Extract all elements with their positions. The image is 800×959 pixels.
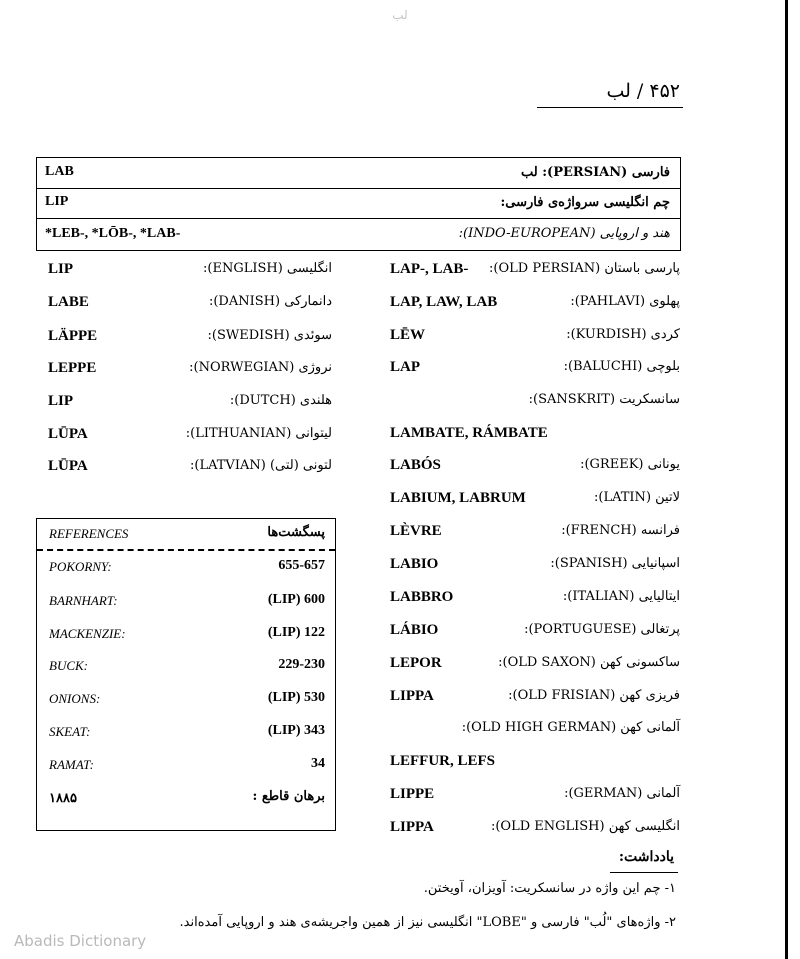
entry-language: اسپانیایی (SPANISH): bbox=[550, 556, 680, 571]
entry-language: دانمارکی (DANISH): bbox=[208, 294, 332, 309]
entry-word: LAMBATE, RÁMBATE bbox=[390, 425, 548, 441]
head-label: چم انگلیسی سرواژه‌ی فارسی: bbox=[500, 195, 670, 210]
entry-language: پارسی باستان (OLD PERSIAN): bbox=[489, 261, 680, 276]
entry-word: LIPPA bbox=[390, 819, 434, 835]
entry-language: ساکسونی کهن (OLD SAXON): bbox=[498, 655, 680, 670]
entry-word: LAP, LAW, LAB bbox=[390, 294, 498, 310]
entry-word: LÁBIO bbox=[390, 622, 439, 638]
head-label: فارسی (PERSIAN): لب bbox=[521, 165, 670, 180]
head-word: LAB bbox=[45, 164, 74, 179]
entry-word: LIPPE bbox=[390, 786, 435, 802]
entry-language: لیتوانی (LITHUANIAN): bbox=[185, 426, 332, 441]
entry-language: سانسکریت (SANSKRIT): bbox=[528, 392, 680, 407]
reference-value: (LIP) 530 bbox=[267, 690, 325, 705]
reference-value: 655-657 bbox=[278, 558, 325, 573]
references-divider bbox=[37, 549, 335, 551]
head-word: *LEB-, *LŌB-, *LAB- bbox=[45, 226, 181, 241]
entry-word: LÄPPE bbox=[48, 328, 98, 344]
reference-value: (LIP) 343 bbox=[267, 723, 325, 738]
entry-language: هلندی (DUTCH): bbox=[229, 393, 332, 408]
head-row-persian bbox=[37, 158, 680, 189]
reference-name: BUCK: bbox=[49, 658, 88, 673]
page-top-mark: لب bbox=[392, 8, 408, 22]
entry-language: نروژی (NORWEGIAN): bbox=[189, 360, 332, 375]
entry-language: پهلوی (PAHLAVI): bbox=[570, 294, 680, 309]
reference-name: ONIONS: bbox=[49, 691, 101, 706]
reference-name: SKEAT: bbox=[49, 724, 91, 739]
entry-word: LAP-, LAB- bbox=[390, 261, 469, 277]
entry-language: آلمانی (GERMAN): bbox=[564, 786, 680, 801]
head-row-indo-european bbox=[37, 218, 680, 250]
reference-name: ١٨٨۵ bbox=[49, 790, 77, 805]
entry-language: فریزی کهن (OLD FRISIAN): bbox=[508, 688, 680, 703]
entry-word: LÈVRE bbox=[390, 523, 442, 539]
reference-value: 34 bbox=[311, 756, 325, 771]
head-row-english-meaning bbox=[37, 188, 680, 219]
reference-name: BARNHART: bbox=[49, 593, 118, 608]
notes-title: یادداشت: bbox=[618, 849, 674, 865]
head-word: LIP bbox=[45, 194, 69, 209]
entry-word: LABE bbox=[48, 294, 89, 310]
note-item: ۱- چم این واژه در سانسکریت: آویزان، آویختن. bbox=[423, 881, 676, 896]
reference-name: RAMAT: bbox=[49, 757, 95, 772]
entry-language: بلوچی (BALUCHI): bbox=[563, 359, 680, 374]
reference-name: MACKENZIE: bbox=[49, 626, 126, 641]
entry-language: پرتغالی (PORTUGUESE): bbox=[524, 622, 680, 637]
entry-word: LAP bbox=[390, 359, 420, 375]
note-item: ۲- واژه‌های "لُب" فارسی و "LOBE" انگلیسی نیز از همین واجریشه‌ی هند و اروپایی آمده‌اند. bbox=[179, 915, 676, 930]
entry-word: LIP bbox=[48, 393, 74, 409]
entry-word: LŪPA bbox=[48, 426, 88, 442]
entry-word: LIPPA bbox=[390, 688, 434, 704]
head-box bbox=[36, 157, 681, 251]
entry-word: LABBRO bbox=[390, 589, 454, 605]
entry-language: یونانی (GREEK): bbox=[580, 457, 680, 472]
entry-word: LEPOR bbox=[390, 655, 442, 671]
entry-language: کردی (KURDISH): bbox=[566, 327, 680, 342]
reference-name: POKORNY: bbox=[49, 559, 112, 574]
reference-value: (LIP) 600 bbox=[267, 592, 325, 607]
notes-rule bbox=[610, 872, 678, 873]
reference-value: برهان قاطع : bbox=[252, 789, 325, 804]
entry-word: LABIO bbox=[390, 556, 439, 572]
entry-language: سوئدی (SWEDISH): bbox=[207, 328, 332, 343]
reference-value: 229-230 bbox=[278, 657, 325, 672]
head-label: هند و اروپایی (INDO-EUROPEAN): bbox=[458, 226, 670, 241]
watermark: Abadis Dictionary bbox=[14, 932, 147, 950]
entry-word: LĒW bbox=[390, 327, 426, 343]
references-box bbox=[36, 518, 336, 831]
entry-language: فرانسه (FRENCH): bbox=[561, 523, 680, 538]
header-rule bbox=[537, 107, 683, 108]
entry-word: LIP bbox=[48, 261, 74, 277]
entry-word: LŪPA bbox=[48, 458, 88, 474]
entry-language: لاتین (LATIN): bbox=[593, 490, 680, 505]
entry-language: انگلیسی (ENGLISH): bbox=[203, 261, 332, 276]
entry-word: LEPPE bbox=[48, 360, 97, 376]
entry-word: LABÓS bbox=[390, 457, 441, 473]
entry-language: انگلیسی کهن (OLD ENGLISH): bbox=[490, 819, 680, 834]
entry-language: آلمانی کهن (OLD HIGH GERMAN): bbox=[461, 720, 680, 735]
references-title-fa: پسگشت‌ها bbox=[267, 525, 325, 540]
references-title-en: REFERENCES bbox=[49, 526, 129, 541]
page-edge bbox=[785, 0, 788, 959]
entry-language: لتونی (لتی) (LATVIAN): bbox=[190, 458, 332, 473]
page-header: ۴۵۲ / لب bbox=[606, 80, 680, 102]
entry-word: LEFFUR, LEFS bbox=[390, 753, 496, 769]
reference-value: (LIP) 122 bbox=[267, 625, 325, 640]
entry-word: LABIUM, LABRUM bbox=[390, 490, 526, 506]
entry-language: ایتالیایی (ITALIAN): bbox=[562, 589, 680, 604]
